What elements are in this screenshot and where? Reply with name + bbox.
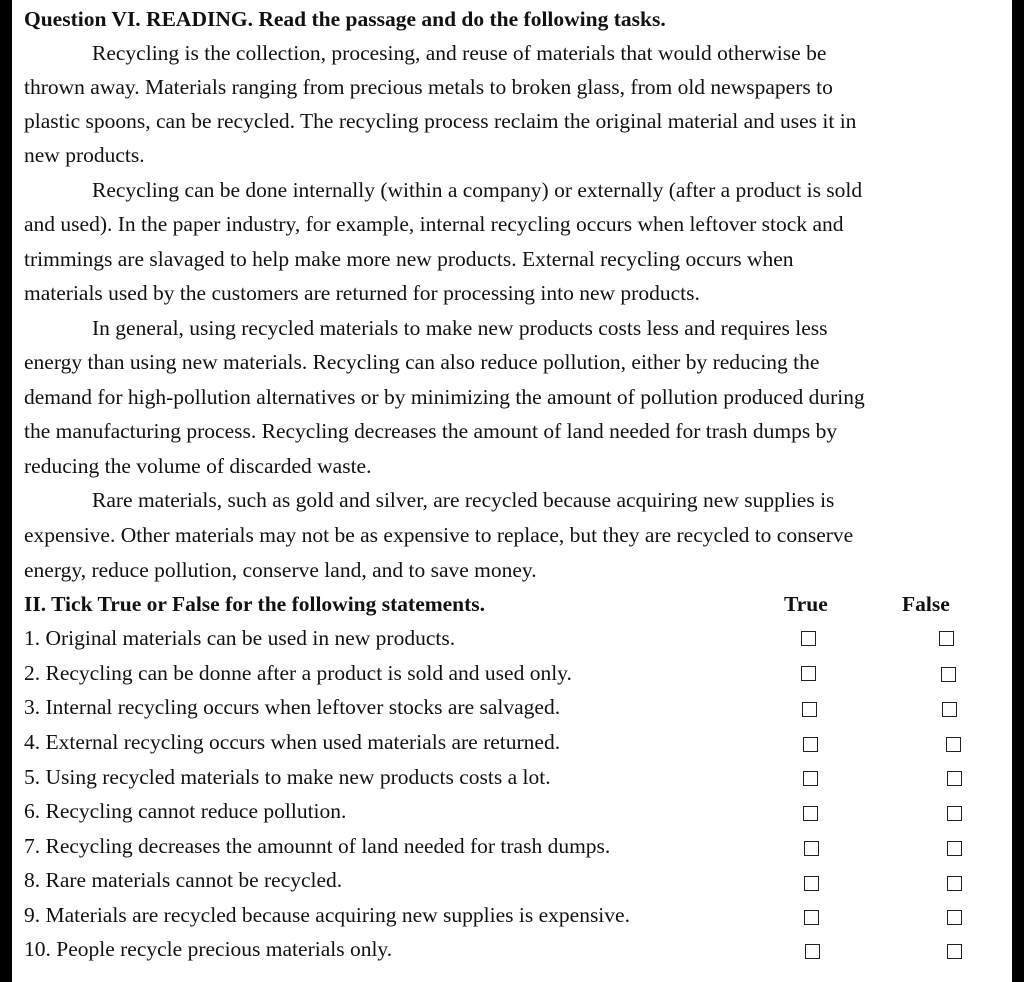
passage-line: Recycling is the collection, procesing, and reuse of materials that would otherwise be [92,41,827,65]
passage-line: thrown away. Materials ranging from precious metals to broken glass, from old newspapers to [24,75,833,99]
statement-6: 6. Recycling cannot reduce pollution. [24,799,347,823]
statement-4: 4. External recycling occurs when used materials are returned. [24,730,561,754]
false-checkbox-3[interactable] [942,702,957,717]
worksheet-page [12,0,1012,982]
passage-line: plastic spoons, can be recycled. The recycling process reclaim the original material and uses it in [24,109,857,133]
passage-line: reducing the volume of discarded waste. [24,454,372,478]
false-checkbox-8[interactable] [947,876,962,891]
passage-line: trimmings are slavaged to help make more new products. External recycling occurs when [24,247,794,271]
statement-9: 9. Materials are recycled because acquiring new supplies is expensive. [24,903,630,927]
true-checkbox-5[interactable] [803,771,818,786]
passage-line: and used). In the paper industry, for example, internal recycling occurs when leftover stock and [24,212,844,236]
true-checkbox-8[interactable] [804,876,819,891]
false-checkbox-5[interactable] [947,771,962,786]
true-checkbox-1[interactable] [801,631,816,646]
false-checkbox-2[interactable] [941,667,956,682]
statement-10: 10. People recycle precious materials only. [24,937,393,961]
passage-line: demand for high-pollution alternatives or by minimizing the amount of pollution produced during [24,385,865,409]
passage-line: energy than using new materials. Recycling can also reduce pollution, either by reducing the [24,350,820,374]
false-checkbox-10[interactable] [947,944,962,959]
passage-line: In general, using recycled materials to make new products costs less and requires less [92,316,828,340]
statement-1: 1. Original materials can be used in new products. [24,626,456,650]
true-checkbox-6[interactable] [803,806,818,821]
false-checkbox-4[interactable] [946,737,961,752]
true-checkbox-9[interactable] [804,910,819,925]
statement-7: 7. Recycling decreases the amounnt of land needed for trash dumps. [24,834,611,858]
passage-line: expensive. Other materials may not be as expensive to replace, but they are recycled to conserve [24,523,854,547]
false-checkbox-6[interactable] [947,806,962,821]
true-checkbox-7[interactable] [804,841,819,856]
statement-8: 8. Rare materials cannot be recycled. [24,868,343,892]
statement-3: 3. Internal recycling occurs when leftover stocks are salvaged. [24,695,561,719]
true-checkbox-10[interactable] [805,944,820,959]
passage-line: the manufacturing process. Recycling decreases the amount of land needed for trash dumps by [24,419,838,443]
true-checkbox-2[interactable] [801,666,816,681]
question-title: Question VI. READING. Read the passage and do the following tasks. [24,7,666,31]
false-checkbox-7[interactable] [947,841,962,856]
true-checkbox-3[interactable] [802,702,817,717]
false-checkbox-1[interactable] [939,631,954,646]
passage-line: Rare materials, such as gold and silver, are recycled because acquiring new supplies is [92,488,835,512]
passage-line: Recycling can be done internally (within a company) or externally (after a product is sold [92,178,863,202]
passage-line: materials used by the customers are returned for processing into new products. [24,281,700,305]
statement-2: 2. Recycling can be donne after a product is sold and used only. [24,661,572,685]
passage-line: energy, reduce pollution, conserve land, and to save money. [24,558,537,582]
statement-5: 5. Using recycled materials to make new products costs a lot. [24,765,551,789]
task2-heading: II. Tick True or False for the following statements. [24,592,486,616]
false-column-header: False [902,592,950,616]
passage-line: new products. [24,143,145,167]
false-checkbox-9[interactable] [947,910,962,925]
true-column-header: True [784,592,828,616]
true-checkbox-4[interactable] [803,737,818,752]
